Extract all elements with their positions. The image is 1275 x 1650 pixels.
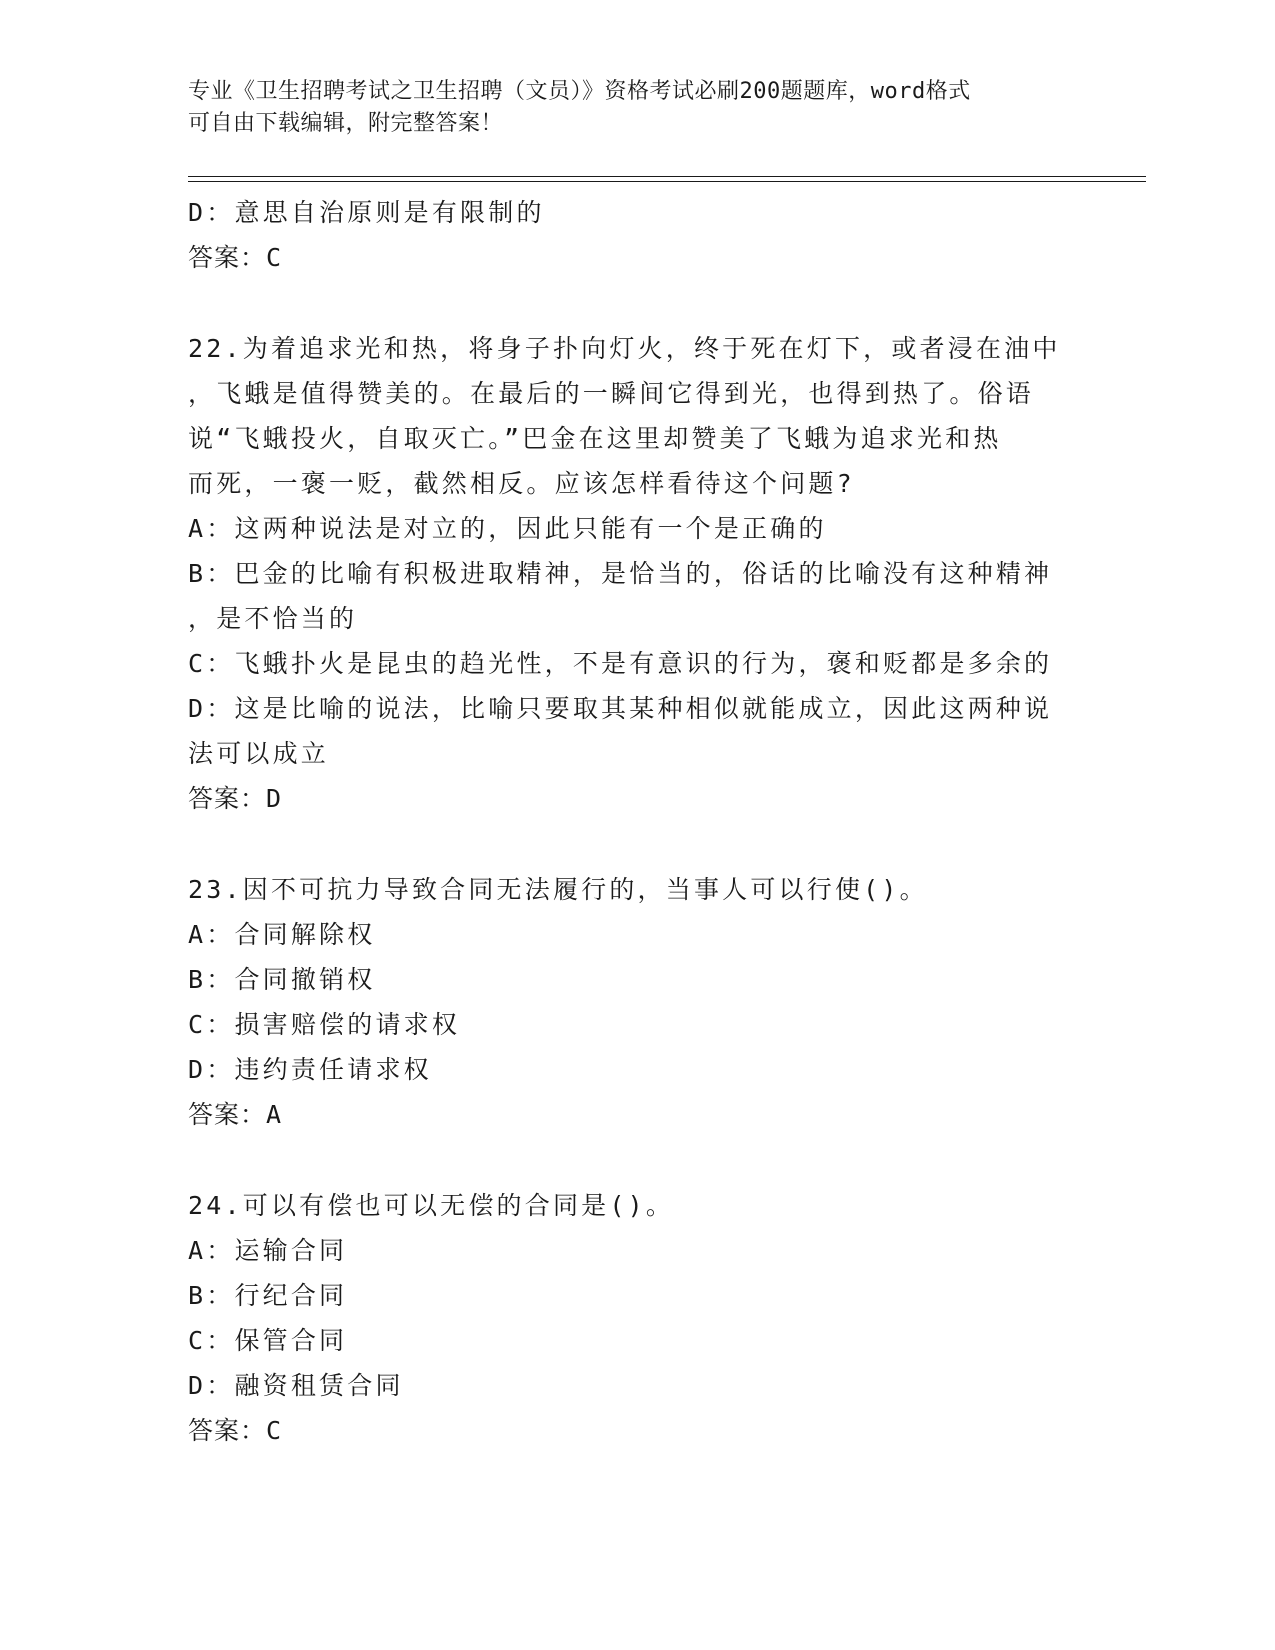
answer-value: D	[266, 784, 282, 813]
question-24	[188, 1183, 1088, 1453]
header-divider-top	[188, 176, 1146, 177]
answer-label: 答案：	[188, 243, 267, 272]
question-stem-line: ，飞蛾是值得赞美的。在最后的一瞬间它得到光，也得到热了。俗语	[188, 379, 1035, 408]
option-a: A：运输合同	[188, 1236, 348, 1265]
answer-label: 答案：	[188, 1416, 267, 1445]
option-d-continued: 法可以成立	[188, 739, 330, 768]
option-d: D：意思自治原则是有限制的	[188, 198, 545, 227]
answer-line	[188, 235, 1088, 280]
option-c: C：飞蛾扑火是昆虫的趋光性，不是有意识的行为，褒和贬都是多余的	[188, 649, 1053, 678]
answer-value: A	[266, 1100, 282, 1129]
option-b-continued: ，是不恰当的	[188, 604, 358, 633]
option-d: D：这是比喻的说法，比喻只要取其某种相似就能成立，因此这两种说	[188, 694, 1053, 723]
option-b: B：行纪合同	[188, 1281, 348, 1310]
answer-label: 答案：	[188, 1100, 267, 1129]
answer-label: 答案：	[188, 784, 267, 813]
option-d: D：违约责任请求权	[188, 1055, 432, 1084]
option-c: C：保管合同	[188, 1326, 348, 1355]
question-22	[188, 326, 1088, 821]
question-stem-line: 而死，一褒一贬，截然相反。应该怎样看待这个问题?	[188, 469, 855, 498]
header-title-line-1: 专业《卫生招聘考试之卫生招聘（文员）》资格考试必刷200题题库，word格式	[188, 79, 971, 104]
carryover-question	[188, 190, 1088, 280]
option-c: C：损害赔偿的请求权	[188, 1010, 461, 1039]
question-gap	[188, 280, 1088, 326]
answer-line	[188, 1408, 1088, 1453]
answer-value: C	[266, 1416, 282, 1445]
question-stem-line: 说“飞蛾投火，自取灭亡。”巴金在这里却赞美了飞蛾为追求光和热	[188, 424, 1002, 453]
header-divider-bottom	[188, 181, 1146, 182]
question-stem-line: 24.可以有偿也可以无偿的合同是()。	[188, 1191, 675, 1220]
option-d: D：融资租赁合同	[188, 1371, 404, 1400]
page-header	[188, 76, 1088, 140]
question-gap	[188, 821, 1088, 867]
answer-line	[188, 1092, 1088, 1137]
header-title-line-2: 可自由下载编辑，附完整答案！	[188, 111, 504, 136]
answer-line	[188, 776, 1088, 821]
question-gap	[188, 1137, 1088, 1183]
answer-value: C	[266, 243, 282, 272]
option-b: B：合同撤销权	[188, 965, 376, 994]
option-a: A：合同解除权	[188, 920, 376, 949]
option-b: B：巴金的比喻有积极进取精神，是恰当的，俗话的比喻没有这种精神	[188, 559, 1053, 588]
question-content	[188, 190, 1088, 1453]
question-stem-line: 23.因不可抗力导致合同无法履行的，当事人可以行使()。	[188, 875, 928, 904]
option-a: A：这两种说法是对立的，因此只能有一个是正确的	[188, 514, 827, 543]
question-stem-line: 22.为着追求光和热，将身子扑向灯火，终于死在灯下，或者浸在油中	[188, 334, 1061, 363]
question-23	[188, 867, 1088, 1137]
